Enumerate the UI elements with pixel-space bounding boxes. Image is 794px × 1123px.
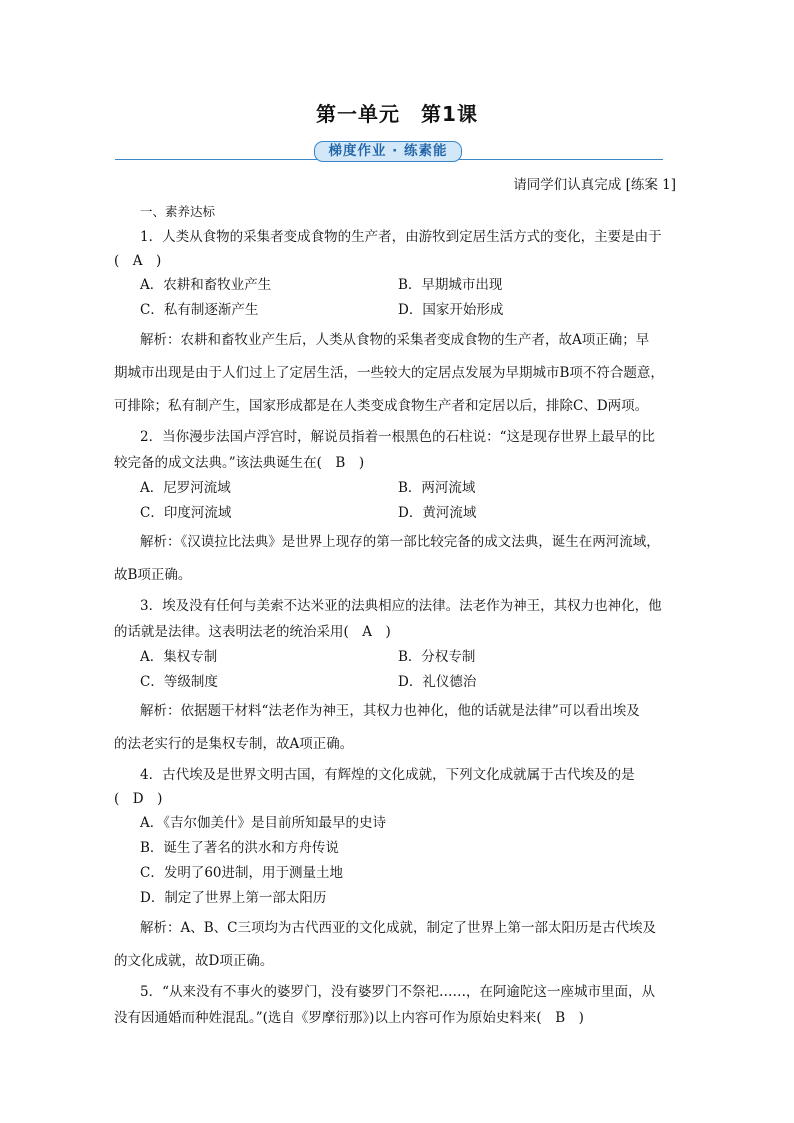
explanation-line: 故B项正确。	[114, 567, 192, 583]
option-d: D．国家开始形成	[398, 302, 504, 318]
option-a: A．农耕和畜牧业产生	[140, 277, 272, 293]
option-c: C．发明了60进制，用于测量土地	[140, 865, 344, 881]
question-5-stem-cont: 没有因通婚而种姓混乱。”(选自《罗摩衍那》)以上内容可作为原始史料来( B )	[114, 1010, 584, 1026]
explanation-line: 的文化成就，故D项正确。	[114, 953, 274, 969]
question-2-stem: 2．当你漫步法国卢浮宫时，解说员指着一根黑色的石柱说：“这是现存世界上最早的比	[140, 429, 655, 445]
option-b: B．早期城市出现	[398, 277, 503, 293]
option-a: A．集权专制	[140, 649, 218, 665]
option-d: D．制定了世界上第一部太阳历	[140, 890, 327, 906]
option-b: B．分权专制	[398, 649, 476, 665]
question-4-stem: 4．古代埃及是世界文明古国，有辉煌的文化成就，下列文化成就属于古代埃及的是	[140, 767, 635, 783]
explanation-line: 期城市出现是由于人们过上了定居生活，一些较大的定居点发展为早期城市B项不符合题意，	[114, 365, 664, 381]
option-b: B．诞生了著名的洪水和方舟传说	[140, 840, 339, 856]
question-1-answer: ( A )	[114, 253, 162, 269]
question-3-stem-cont: 的话就是法律。这表明法老的统治采用( A )	[114, 624, 391, 640]
option-c: C．私有制逐渐产生	[140, 302, 259, 318]
option-c: C．印度河流域	[140, 505, 232, 521]
explanation-line: 解析：A、B、C三项均为古代西亚的文化成就，制定了世界上第一部太阳历是古代埃及	[140, 920, 656, 936]
option-d: D．黄河流域	[398, 505, 477, 521]
option-a: A．尼罗河流域	[140, 480, 231, 496]
explanation-line: 解析：依据题干材料“法老作为神王，其权力也神化，他的话就是法律”可以看出埃及	[140, 703, 640, 719]
question-3-stem: 3．埃及没有任何与美索不达米亚的法典相应的法律。法老作为神王，其权力也神化，他	[140, 598, 662, 614]
explanation-line: 解析：农耕和畜牧业产生后，人类从食物的采集者变成食物的生产者，故A项正确；早	[140, 332, 650, 348]
section-banner: 梯度作业 · 练素能	[314, 141, 462, 162]
explanation-line: 的法老实行的是集权专制，故A项正确。	[114, 736, 354, 752]
assignment-note: 请同学们认真完成 [练案 1]	[513, 177, 676, 193]
question-5-stem: 5．“从来没有不事火的婆罗门，没有婆罗门不祭祀……，在阿逾陀这一座城市里面，从	[140, 984, 655, 1000]
question-4-answer: ( D )	[114, 791, 163, 807]
option-a: A．《吉尔伽美什》是目前所知最早的史诗	[140, 815, 386, 831]
option-d: D．礼仪德治	[398, 674, 477, 690]
page-title: 第一单元 第1课	[316, 102, 478, 126]
question-1-stem: 1．人类从食物的采集者变成食物的生产者，由游牧到定居生活方式的变化，主要是由于	[140, 229, 662, 245]
question-2-stem-cont: 较完备的成文法典。”该法典诞生在( B )	[114, 455, 365, 471]
option-c: C．等级制度	[140, 674, 218, 690]
option-b: B．两河流域	[398, 480, 476, 496]
explanation-line: 可排除；私有制产生，国家形成都是在人类变成食物生产者和定居以后，排除C、D两项。	[114, 398, 649, 414]
explanation-line: 解析：《汉谟拉比法典》是世界上现存的第一部比较完备的成文法典，诞生在两河流域，	[140, 534, 660, 550]
section-heading: 一、素养达标	[140, 204, 216, 219]
